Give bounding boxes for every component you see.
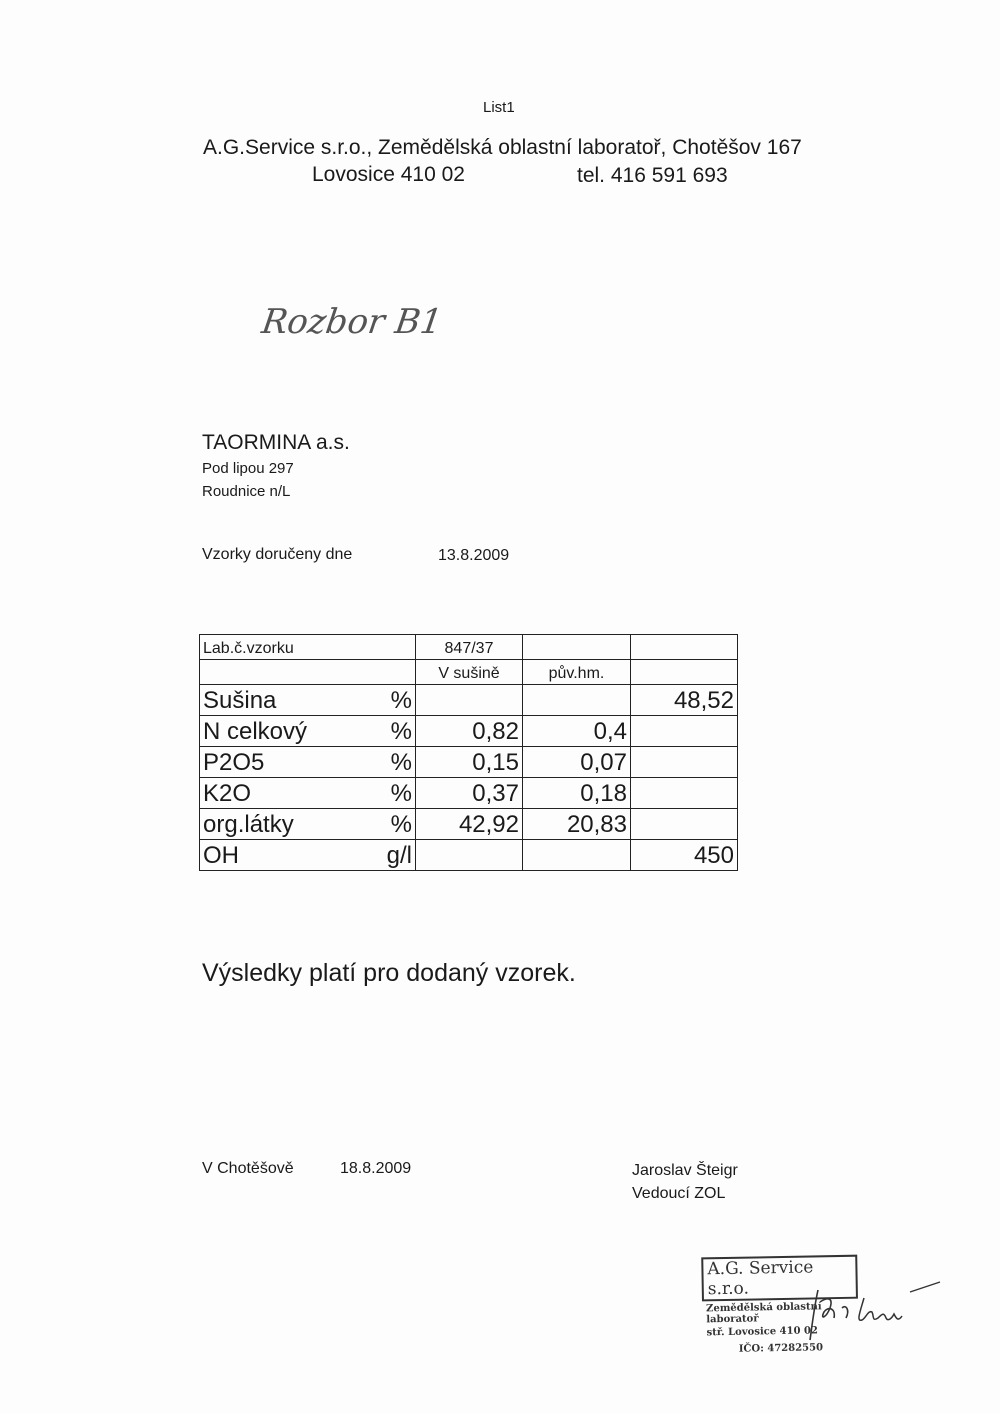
row-other-value-cell: 48,52 — [631, 685, 738, 716]
signer-role: Vedoucí ZOL — [632, 1185, 726, 1202]
row-unit-cell: % — [380, 809, 416, 840]
handwritten-note: Rozbor B1 — [259, 302, 445, 342]
table-row — [200, 716, 738, 747]
sample-number-cell: 847/37 — [416, 635, 523, 660]
table-row — [200, 747, 738, 778]
signature-icon — [790, 1268, 950, 1348]
row-dry-value-cell: 0,15 — [416, 747, 523, 778]
stamp-ico: IČO: 47282550 — [738, 1342, 824, 1355]
client-city: Roudnice n/L — [202, 483, 291, 500]
row-name-cell: P2O5 — [200, 747, 380, 778]
empty-cell — [631, 660, 738, 685]
row-orig-value-cell — [523, 840, 631, 871]
row-orig-value-cell: 20,83 — [523, 809, 631, 840]
table-header-row — [200, 635, 738, 660]
row-orig-value-cell: 0,18 — [523, 778, 631, 809]
row-unit-cell: % — [380, 685, 416, 716]
row-other-value-cell: 450 — [631, 840, 738, 871]
col-orig-header: pův.hm. — [523, 660, 631, 685]
row-orig-value-cell: 0,07 — [523, 747, 631, 778]
lab-phone: tel. 416 591 693 — [577, 164, 728, 187]
row-unit-cell: % — [380, 716, 416, 747]
stamp-line: stř. Lovosice 410 02 — [706, 1325, 819, 1339]
row-other-value-cell — [631, 716, 738, 747]
row-dry-value-cell: 0,37 — [416, 778, 523, 809]
delivery-label: Vzorky doručeny dne — [202, 546, 353, 563]
empty-cell — [631, 635, 738, 660]
sheet-name: List1 — [483, 99, 515, 116]
client-name: TAORMINA a.s. — [202, 431, 350, 454]
row-name-cell: org.látky — [200, 809, 380, 840]
row-unit-cell: % — [380, 778, 416, 809]
row-dry-value-cell: 0,82 — [416, 716, 523, 747]
col-dry-header: V sušině — [416, 660, 523, 685]
row-other-value-cell — [631, 747, 738, 778]
row-dry-value-cell: 42,92 — [416, 809, 523, 840]
table-row — [200, 685, 738, 716]
stamp-title: A.G. Service s.r.o. — [701, 1255, 858, 1302]
empty-cell — [523, 635, 631, 660]
row-unit-cell: % — [380, 747, 416, 778]
row-name-cell: N celkový — [200, 716, 380, 747]
row-other-value-cell — [631, 778, 738, 809]
sample-label-cell: Lab.č.vzorku — [200, 635, 416, 660]
client-street: Pod lipou 297 — [202, 460, 294, 477]
row-name-cell: K2O — [200, 778, 380, 809]
row-dry-value-cell — [416, 685, 523, 716]
validity-note: Výsledky platí pro dodaný vzorek. — [202, 959, 576, 987]
signing-date: 18.8.2009 — [340, 1160, 412, 1177]
stamp-line: Zemědělská oblastní laboratoř — [706, 1301, 822, 1326]
table-row — [200, 809, 738, 840]
row-dry-value-cell — [416, 840, 523, 871]
lab-header-line: A.G.Service s.r.o., Zemědělská oblastní laboratoř, Chotěšov 167 — [203, 136, 802, 159]
row-other-value-cell — [631, 809, 738, 840]
row-name-cell: Sušina — [200, 685, 380, 716]
results-table — [199, 634, 738, 871]
delivery-date: 13.8.2009 — [438, 547, 510, 564]
row-name-cell: OH — [200, 840, 380, 871]
row-orig-value-cell — [523, 685, 631, 716]
table-row — [200, 840, 738, 871]
lab-city: Lovosice 410 02 — [312, 163, 465, 186]
results-rows — [200, 685, 738, 871]
row-unit-cell: g/l — [380, 840, 416, 871]
table-row — [200, 778, 738, 809]
signer-name: Jaroslav Šteigr — [632, 1162, 738, 1179]
signing-place: V Chotěšově — [202, 1160, 294, 1177]
table-subheader-row — [200, 660, 738, 685]
row-orig-value-cell: 0,4 — [523, 716, 631, 747]
empty-cell — [200, 660, 416, 685]
